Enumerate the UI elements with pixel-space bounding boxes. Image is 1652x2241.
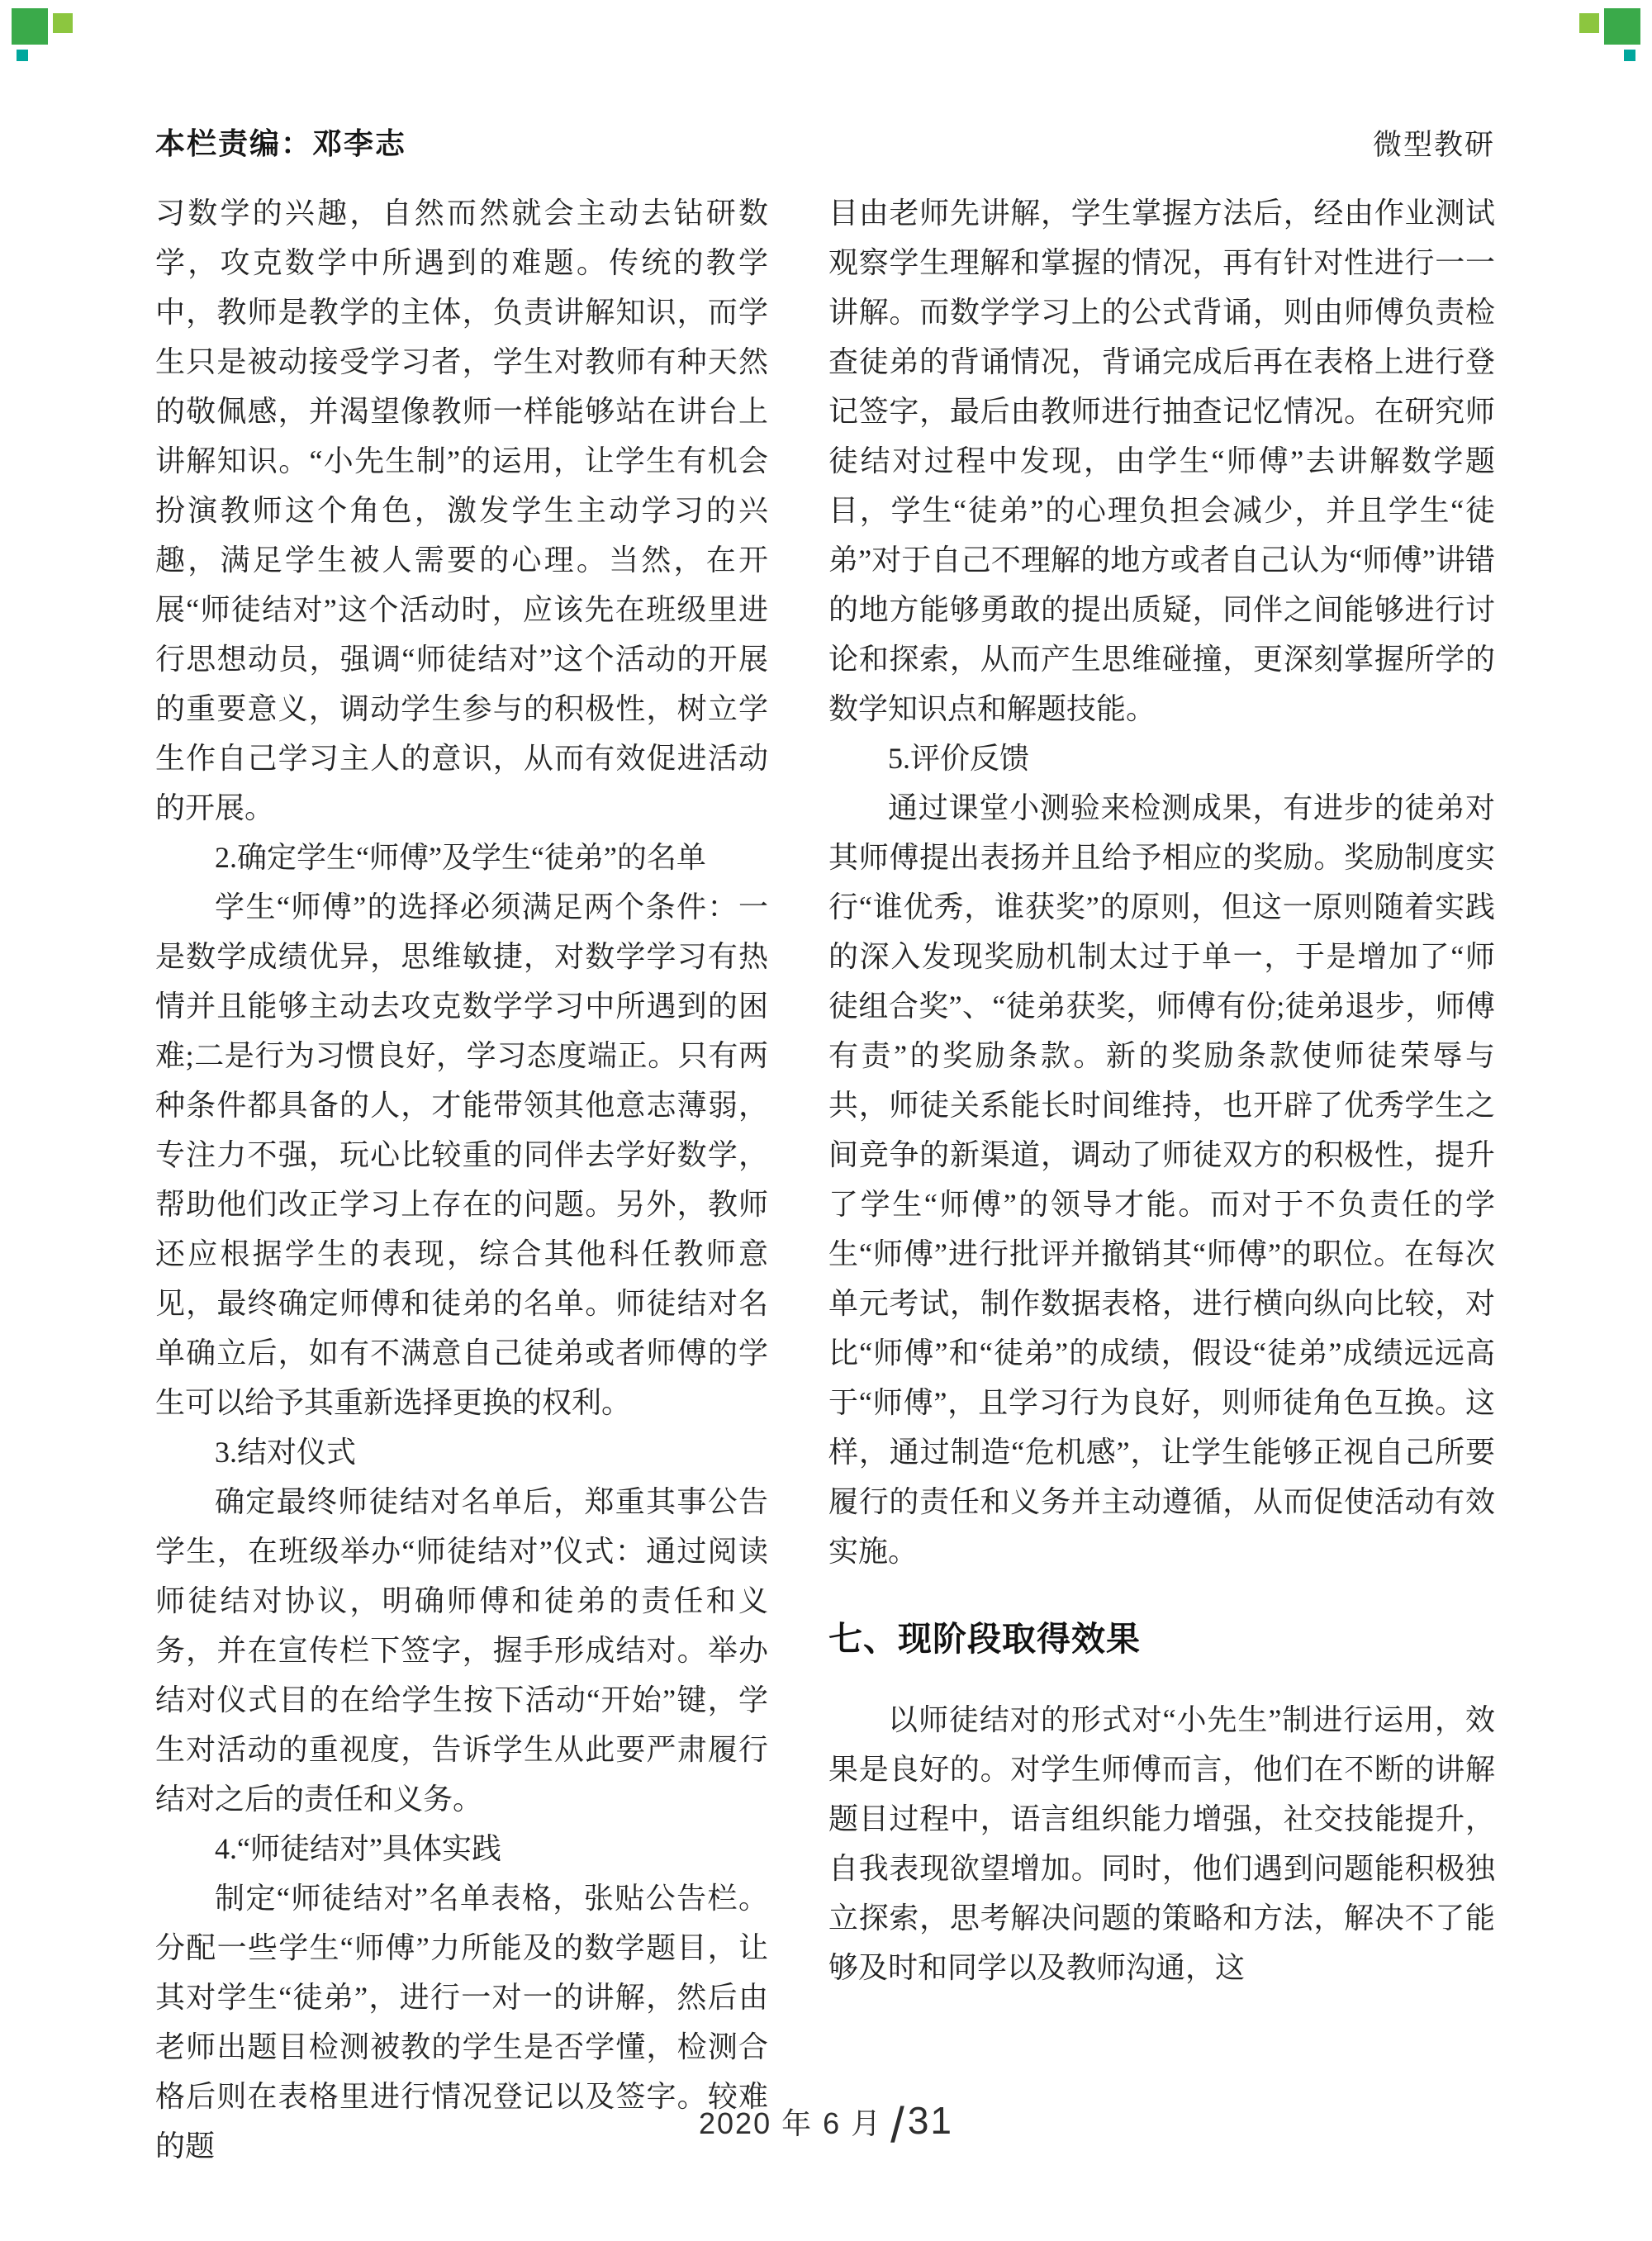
subheading-4: 4.“师徒结对”具体实践	[215, 1832, 501, 1865]
green-square-icon	[12, 8, 48, 45]
green-square-icon	[17, 50, 28, 61]
green-square-icon	[1604, 8, 1640, 45]
subheading-5: 5.评价反馈	[888, 742, 1030, 775]
page-footer	[0, 2096, 1652, 2153]
section-heading: 七、现阶段取得效果	[828, 1620, 1141, 1658]
body-paragraph-continued: 习数学的兴趣，自然而然就会主动去钻研数学，攻克数学中所遇到的难题。传统的教学中，教师是教学的主体，负责讲解知识，而学生只是被动接受学习者，学生对教师有种天然的敬佩感，并渴望像教师一样能够站在讲台上讲解知识。“小先生制”的运用，让学生有机会扮演教师这个角色，激发学生主动学习的兴趣，满足学生被人需要的心理。当然，在开展“师徒结对”这个活动时，应该先在班级里进行思想动员，强调“师徒结对”这个活动的开展的重要意义，调动学生参与的积极性，树立学生作自己学习主人的意识，从而有效促进活动的开展。	[155, 197, 768, 824]
subheading-2: 2.确定学生“师傅”及学生“徒弟”的名单	[215, 841, 706, 874]
body-paragraph: 制定“师徒结对”名单表格，张贴公告栏。分配一些学生“师傅”力所能及的数学题目，让其对学生“徒弟”，进行一对一的讲解，然后由老师出题目检测被教的学生是否学懂，检测合格后则在表格里进行情况登记以及签字。较难的题	[155, 1882, 768, 2163]
subheading-3: 3.结对仪式	[215, 1436, 357, 1469]
body-paragraph: 学生“师傅”的选择必须满足两个条件：一是数学成绩优异，思维敏捷，对数学学习有热情并且能够主动去攻克数学学习中所遇到的困难;二是行为习惯良好，学习态度端正。只有两种条件都具备的人，才能带领其他意志薄弱，专注力不强，玩心比较重的同伴去学好数学，帮助他们改正学习上存在的问题。另外，教师还应根据学生的表现，综合其他科任教师意见，最终确定师傅和徒弟的名单。师徒结对名单确立后，如有不满意自己徒弟或者师傅的学生可以给予其重新选择更换的权利。	[155, 890, 768, 1419]
column-title: 微型教研	[1372, 129, 1495, 161]
slash-divider: /	[890, 2097, 906, 2153]
green-square-icon	[1579, 13, 1599, 33]
body-paragraph: 通过课堂小测验来检测成果，有进步的徒弟对其师傅提出表扬并且给予相应的奖励。奖励制度实行“谁优秀，谁获奖”的原则，但这一原则随着实践的深入发现奖励机制太过于单一，于是增加了“师徒组合奖”、“徒弟获奖，师傅有份;徒弟退步，师傅有责”的奖励条款。新的奖励条款使师徒荣辱与共，师徒关系能长时间维持，也开辟了优秀学生之间竞争的新渠道，调动了师徒双方的积极性，提升了学生“师傅”的领导才能。而对于不负责任的学生“师傅”进行批评并撤销其“师傅”的职位。在每次单元考试，制作数据表格，进行横向纵向比较，对比“师傅”和“徒弟”的成绩，假设“徒弟”成绩远远高于“师傅”，且学习行为良好，则师徒角色互换。这样，通过制造“危机感”，让学生能够正视自己所要履行的责任和义务并主动遵循，从而促使活动有效实施。	[828, 791, 1495, 1568]
issue-date: 2020 年 6 月	[699, 2106, 883, 2140]
editor-credit: 本栏责编：邓李志	[155, 126, 407, 160]
text-column-right	[828, 188, 1495, 1992]
body-paragraph: 确定最终师徒结对名单后，郑重其事公告学生，在班级举办“师徒结对”仪式：通过阅读师徒结对协议，明确师傅和徒弟的责任和义务，并在宣传栏下签字，握手形成结对。举办结对仪式目的在给学生按下活动“开始”键，学生对活动的重视度，告诉学生从此要严肃履行结对之后的责任和义务。	[155, 1485, 768, 1816]
page-number: 31	[907, 2099, 953, 2142]
green-square-icon	[1624, 50, 1635, 61]
green-square-icon	[53, 13, 73, 33]
text-column-left	[155, 188, 768, 2171]
body-paragraph-continued: 目由老师先讲解，学生掌握方法后，经由作业测试观察学生理解和掌握的情况，再有针对性进行一一讲解。而数学学习上的公式背诵，则由师傅负责检查徒弟的背诵情况，背诵完成后再在表格上进行登记签字，最后由教师进行抽查记忆情况。在研究师徒结对过程中发现，由学生“师傅”去讲解数学题目，学生“徒弟”的心理负担会减少，并且学生“徒弟”对于自己不理解的地方或者自己认为“师傅”讲错的地方能够勇敢的提出质疑，同伴之间能够进行讨论和探索，从而产生思维碰撞，更深刻掌握所学的数学知识点和解题技能。	[828, 197, 1495, 725]
body-paragraph: 以师徒结对的形式对“小先生”制进行运用，效果是良好的。对学生师傅而言，他们在不断的讲解题目过程中，语言组织能力增强，社交技能提升，自我表现欲望增加。同时，他们遇到问题能积极独立探索，思考解决问题的策略和方法，解决不了能够及时和同学以及教师沟通，这	[828, 1703, 1495, 1984]
